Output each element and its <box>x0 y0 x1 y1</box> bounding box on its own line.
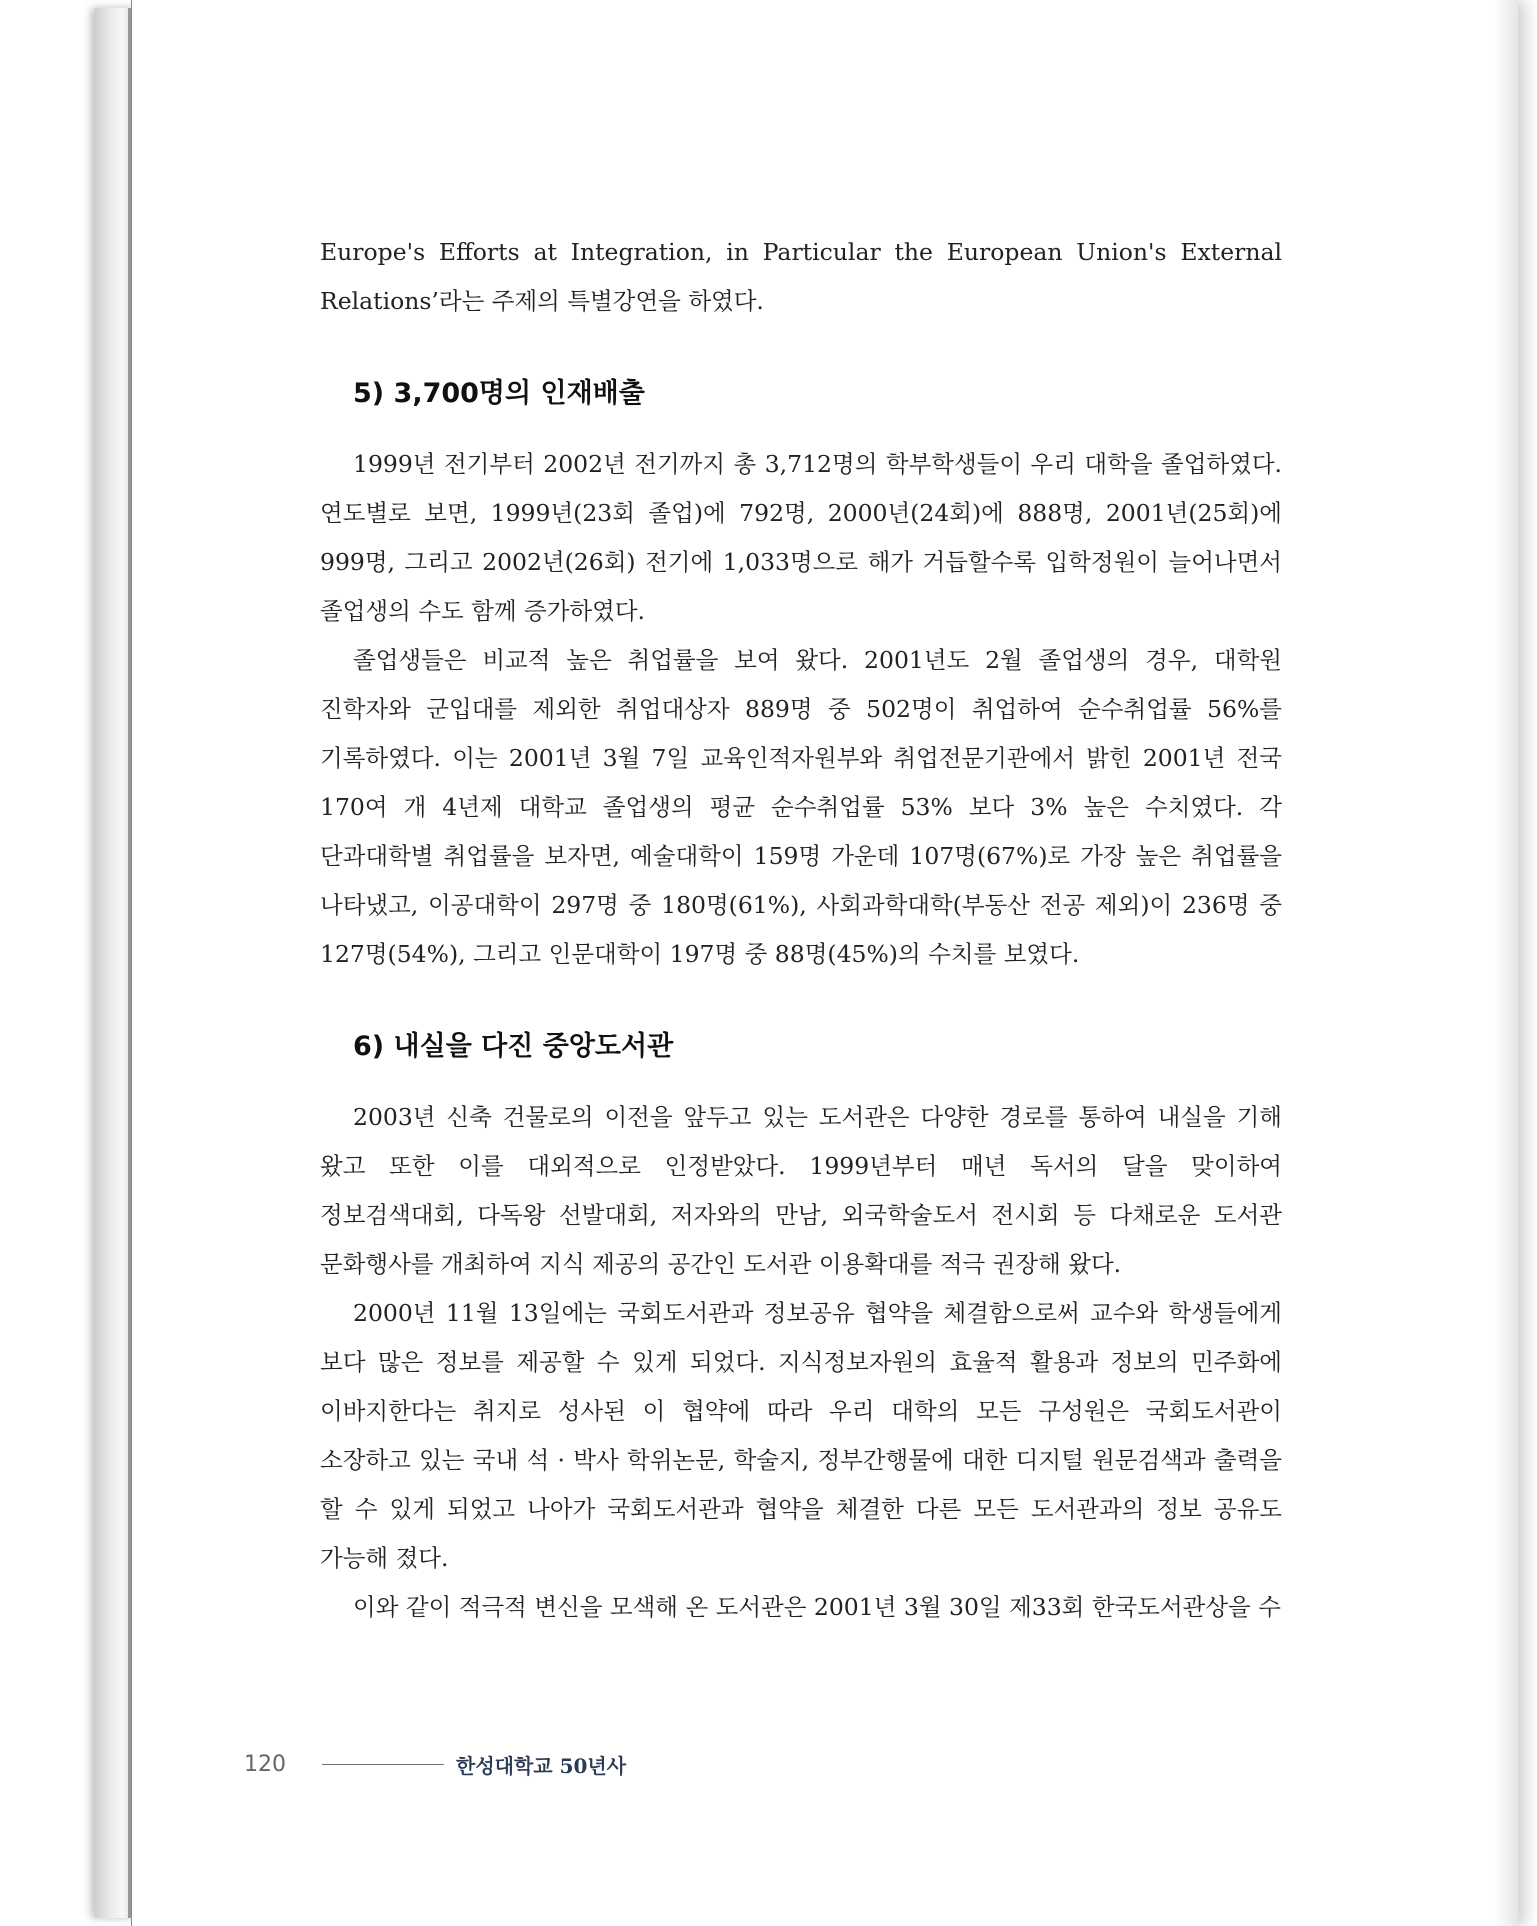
section-heading-5: 5) 3,700명의 인재배출 <box>353 378 645 409</box>
page-number: 120 <box>244 1751 286 1777</box>
footer-rule <box>322 1764 444 1765</box>
section-5-paragraph-2: 졸업생들은 비교적 높은 취업률을 보여 왔다. 2001년도 2월 졸업생의 경우, 대학원 진학자와 군입대를 제외한 취업대상자 889명 중 502명이 취업하여 순수취업률 56%를 기록하였다. 이는 2001년 3월 7일 교육인적자원부와 취업전문기관에서 밝힌 2001년 전국 170여 개 4년제 대학교 졸업생의 평균 순수취업률 53% 보다 3% 높은 수치였다. 각 단과대학별 취업률을 보자면, 예술대학이 159명 가운데 107명(67%)로 가장 높은 취업률을 나타냈고, 이공대학이 297명 중 180명(61%), 사회과학대학(부동산 전공 제외)이 236명 중 127명(54%), 그리고 인문대학이 197명 중 88명(45%)의 수치를 보였다. <box>320 646 1282 968</box>
page-footer <box>244 1748 626 1780</box>
section-6-paragraph-1: 2003년 신축 건물로의 이전을 앞두고 있는 도서관은 다양한 경로를 통하여 내실을 기해 왔고 또한 이를 대외적으로 인정받았다. 1999년부터 매년 독서의 달을 맞이하여 정보검색대회, 다독왕 선발대회, 저자와의 만남, 외국학술도서 전시회 등 다채로운 도서관 문화행사를 개최하여 지식 제공의 공간인 도서관 이용확대를 적극 권장해 왔다. <box>320 1103 1282 1278</box>
section-5-paragraph-1: 1999년 전기부터 2002년 전기까지 총 3,712명의 학부학생들이 우리 대학을 졸업하였다. 연도별로 보면, 1999년(23회 졸업)에 792명, 2000년(24회)에 888명, 2001년(25회)에 999명, 그리고 2002년(26회) 전기에 1,033명으로 해가 거듭할수록 입학정원이 늘어나면서 졸업생의 수도 함께 증가하였다. <box>320 450 1282 625</box>
section-6-paragraph-3: 이와 같이 적극적 변신을 모색해 온 도서관은 2001년 3월 30일 제33회 한국도서관상을 수 <box>353 1593 1281 1621</box>
page-shadow <box>1494 0 1518 1926</box>
page-body <box>320 228 1282 1632</box>
section-6-paragraph-2: 2000년 11월 13일에는 국회도서관과 정보공유 협약을 체결함으로써 교수와 학생들에게 보다 많은 정보를 제공할 수 있게 되었다. 지식정보자원의 효율적 활용과 정보의 민주화에 이바지한다는 취지로 성사된 이 협약에 따라 우리 대학의 모든 구성원은 국회도서관이 소장하고 있는 국내 석 · 박사 학위논문, 학술지, 정부간행물에 대한 디지털 원문검색과 출력을 할 수 있게 되었고 나아가 국회도서관과 협약을 체결한 다른 모든 도서관과의 정보 공유도 가능해 졌다. <box>320 1299 1282 1572</box>
running-title: 한성대학교 50년사 <box>456 1753 627 1778</box>
continued-paragraph: Europe's Efforts at Integration, in Particular the European Union's External Relations’라는 주제의 특별강연을 하였다. <box>320 238 1282 315</box>
section-heading-6: 6) 내실을 다진 중앙도서관 <box>353 1031 674 1062</box>
